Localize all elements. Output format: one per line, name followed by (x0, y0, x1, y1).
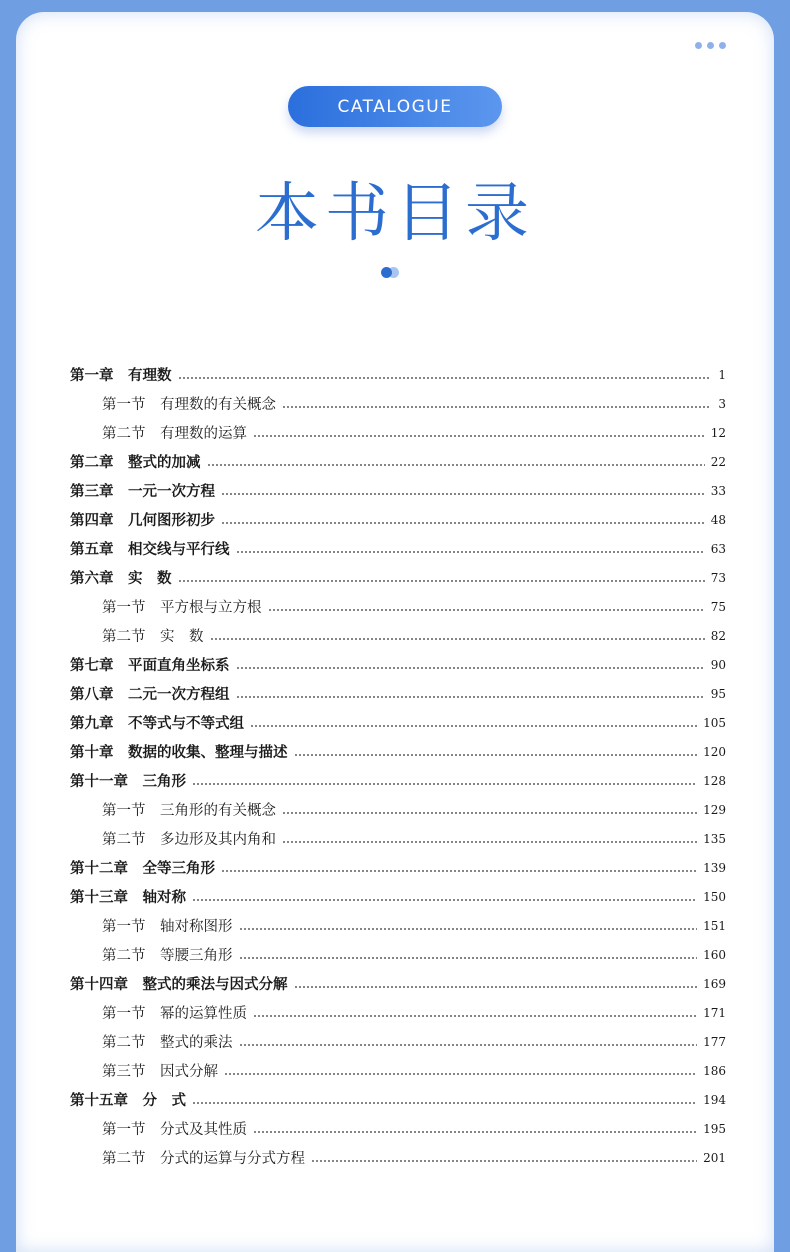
toc-entry-label: 第二节 分式的运算与分式方程 (102, 1151, 305, 1167)
toc-section-row[interactable] (70, 592, 726, 621)
toc-page-number: 194 (703, 1092, 726, 1107)
toc-entry-label: 第十三章 轴对称 (70, 890, 186, 906)
toc-entry-label: 第二节 整式的乘法 (102, 1035, 233, 1051)
toc-section-row[interactable] (70, 1114, 726, 1143)
toc-chapter-row[interactable] (70, 360, 726, 389)
toc-entry-label: 第二章 整式的加减 (70, 455, 201, 471)
toc-entry-label: 第一章 有理数 (70, 368, 172, 384)
toc-section-row[interactable] (70, 1143, 726, 1172)
dot-leader (207, 464, 705, 466)
toc-page-number: 195 (703, 1121, 726, 1136)
dot-leader (210, 638, 705, 640)
toc-section-row[interactable] (70, 1027, 726, 1056)
toc-entry-label: 第一节 分式及其性质 (102, 1122, 247, 1138)
dot-leader (282, 406, 710, 408)
toc-chapter-row[interactable] (70, 708, 726, 737)
toc-page-number: 1 (718, 367, 726, 382)
toc-entry-label: 第二节 多边形及其内角和 (102, 832, 276, 848)
toc-entry-label: 第二节 实 数 (102, 629, 204, 645)
toc-entry-label: 第一节 轴对称图形 (102, 919, 233, 935)
toc-page-number: 160 (703, 947, 726, 962)
dot-icon (707, 42, 714, 49)
dot-leader (239, 1044, 698, 1046)
dot-leader (268, 609, 705, 611)
dot-leader (253, 435, 705, 437)
toc-entry-label: 第十章 数据的收集、整理与描述 (70, 745, 288, 761)
toc-section-row[interactable] (70, 940, 726, 969)
dot-leader (282, 841, 697, 843)
toc-page-number: 169 (703, 976, 726, 991)
toc-page-number: 82 (710, 628, 726, 643)
toc-page-number: 128 (703, 773, 726, 788)
dot-leader (178, 580, 705, 582)
toc-section-row[interactable] (70, 911, 726, 940)
dot-leader (192, 899, 697, 901)
toc-entry-label: 第三章 一元一次方程 (70, 484, 215, 500)
dot-leader (236, 696, 705, 698)
toc-page-number: 95 (710, 686, 726, 701)
toc-entry-label: 第十二章 全等三角形 (70, 861, 215, 877)
toc-page-number: 135 (703, 831, 726, 846)
toc-chapter-row[interactable] (70, 737, 726, 766)
toc-chapter-row[interactable] (70, 650, 726, 679)
toc-entry-label: 第九章 不等式与不等式组 (70, 716, 244, 732)
toc-entry-label: 第八章 二元一次方程组 (70, 687, 230, 703)
toc-page-number: 48 (710, 512, 726, 527)
toc-page-number: 3 (718, 396, 726, 411)
toc-page-number: 63 (710, 541, 726, 556)
dot-leader (282, 812, 697, 814)
dot-icon (695, 42, 702, 49)
toc-page-number: 105 (703, 715, 726, 730)
toc-page-number: 120 (703, 744, 726, 759)
toc-section-row[interactable] (70, 1056, 726, 1085)
toc-page-number: 90 (710, 657, 726, 672)
toc-page-number: 22 (710, 454, 726, 469)
dot-leader (192, 1102, 697, 1104)
catalogue-card (16, 12, 774, 1252)
catalogue-badge: CATALOGUE (288, 86, 502, 127)
toc-entry-label: 第四章 几何图形初步 (70, 513, 215, 529)
more-dots-icon (695, 42, 726, 49)
toc-section-row[interactable] (70, 389, 726, 418)
dot-leader (311, 1160, 697, 1162)
toc-chapter-row[interactable] (70, 969, 726, 998)
dot-leader (236, 667, 705, 669)
toc-entry-label: 第十一章 三角形 (70, 774, 186, 790)
toc-chapter-row[interactable] (70, 534, 726, 563)
toc-section-row[interactable] (70, 418, 726, 447)
toc-chapter-row[interactable] (70, 679, 726, 708)
toc-entry-label: 第一节 平方根与立方根 (102, 600, 262, 616)
toc-page-number: 73 (710, 570, 726, 585)
dot-leader (250, 725, 697, 727)
dot-leader (236, 551, 705, 553)
toc-entry-label: 第一节 三角形的有关概念 (102, 803, 276, 819)
toc-entry-label: 第二节 等腰三角形 (102, 948, 233, 964)
toc-page-number: 186 (703, 1063, 726, 1078)
toc-page-number: 139 (703, 860, 726, 875)
toc-chapter-row[interactable] (70, 853, 726, 882)
toc-entry-label: 第三节 因式分解 (102, 1064, 218, 1080)
toc-chapter-row[interactable] (70, 563, 726, 592)
toc-chapter-row[interactable] (70, 505, 726, 534)
toc-entry-label: 第十四章 整式的乘法与因式分解 (70, 977, 288, 993)
toc-page-number: 177 (703, 1034, 726, 1049)
table-of-contents (70, 360, 726, 1172)
dot-leader (253, 1015, 697, 1017)
page-title: 本书目录 (255, 177, 535, 251)
toc-section-row[interactable] (70, 795, 726, 824)
toc-chapter-row[interactable] (70, 476, 726, 505)
dot-leader (192, 783, 697, 785)
toc-chapter-row[interactable] (70, 766, 726, 795)
toc-section-row[interactable] (70, 824, 726, 853)
dot-icon (719, 42, 726, 49)
toc-entry-label: 第二节 有理数的运算 (102, 426, 247, 442)
toc-page-number: 171 (703, 1005, 726, 1020)
toc-chapter-row[interactable] (70, 447, 726, 476)
toc-page-number: 12 (710, 425, 726, 440)
toc-page-number: 150 (703, 889, 726, 904)
dot-leader (221, 522, 705, 524)
toc-section-row[interactable] (70, 621, 726, 650)
toc-entry-label: 第一节 有理数的有关概念 (102, 397, 276, 413)
toc-page-number: 129 (703, 802, 726, 817)
toc-chapter-row[interactable] (70, 1085, 726, 1114)
toc-page-number: 75 (710, 599, 726, 614)
dot-leader (253, 1131, 697, 1133)
toc-page-number: 33 (710, 483, 726, 498)
toc-section-row[interactable] (70, 998, 726, 1027)
toc-entry-label: 第五章 相交线与平行线 (70, 542, 230, 558)
decorative-dots-icon (381, 267, 403, 279)
toc-chapter-row[interactable] (70, 882, 726, 911)
toc-entry-label: 第一节 幂的运算性质 (102, 1006, 247, 1022)
dot-leader (221, 870, 697, 872)
toc-page-number: 151 (703, 918, 726, 933)
dot-leader (239, 928, 698, 930)
toc-entry-label: 第六章 实 数 (70, 571, 172, 587)
toc-entry-label: 第七章 平面直角坐标系 (70, 658, 230, 674)
dot-leader (294, 986, 698, 988)
dot-leader (239, 957, 698, 959)
toc-page-number: 201 (703, 1150, 726, 1165)
dot-leader (294, 754, 698, 756)
toc-entry-label: 第十五章 分 式 (70, 1093, 186, 1109)
dot-leader (224, 1073, 697, 1075)
dot-leader (221, 493, 705, 495)
dot-leader (178, 377, 711, 379)
